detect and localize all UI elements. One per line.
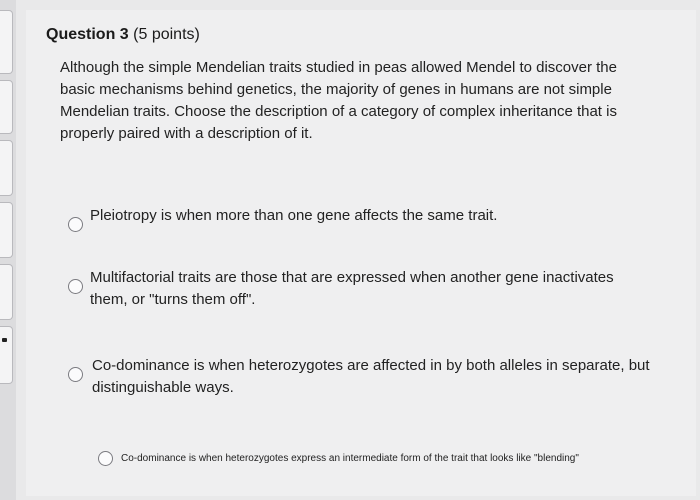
- question-header: [46, 26, 200, 44]
- left-panel-tab: [0, 326, 13, 384]
- left-panel-marker: [2, 338, 7, 342]
- radio-button[interactable]: [68, 217, 83, 232]
- left-panel-strip: [0, 0, 16, 500]
- radio-button[interactable]: [68, 279, 83, 294]
- answer-option-label: Multifactorial traits are those that are expressed when another gene inactivates them, or "turns them off".: [90, 269, 614, 308]
- left-panel-tab: [0, 80, 13, 134]
- radio-button[interactable]: [68, 367, 83, 382]
- answer-option-2[interactable]: [68, 267, 648, 315]
- question-text: Although the simple Mendelian traits studied in peas allowed Mendel to discover the basic mechanisms behind genetics, the majority of genes in humans are not simple Mendelian traits. Choose the description of a category of complex inheritance that is properly paired with a description of it.: [60, 59, 617, 142]
- answer-option-label: Pleiotropy is when more than one gene affects the same trait.: [90, 207, 498, 224]
- left-panel-tab: [0, 140, 13, 196]
- radio-button[interactable]: [98, 451, 113, 466]
- left-panel-tab: [0, 264, 13, 320]
- question-title: Question 3: [46, 26, 129, 43]
- answer-option-label: Co-dominance is when heterozygotes express an intermediate form of the trait that looks like "blending": [121, 453, 579, 464]
- answer-option-3[interactable]: [68, 355, 648, 403]
- answer-option-1[interactable]: [68, 205, 648, 235]
- answer-option-label: Co-dominance is when heterozygotes are affected in by both alleles in separate, but distinguishable ways.: [92, 357, 650, 396]
- question-points: (5 points): [133, 26, 200, 43]
- answer-option-4[interactable]: [68, 450, 648, 472]
- left-panel-tab: [0, 202, 13, 258]
- left-panel-tab: [0, 10, 13, 74]
